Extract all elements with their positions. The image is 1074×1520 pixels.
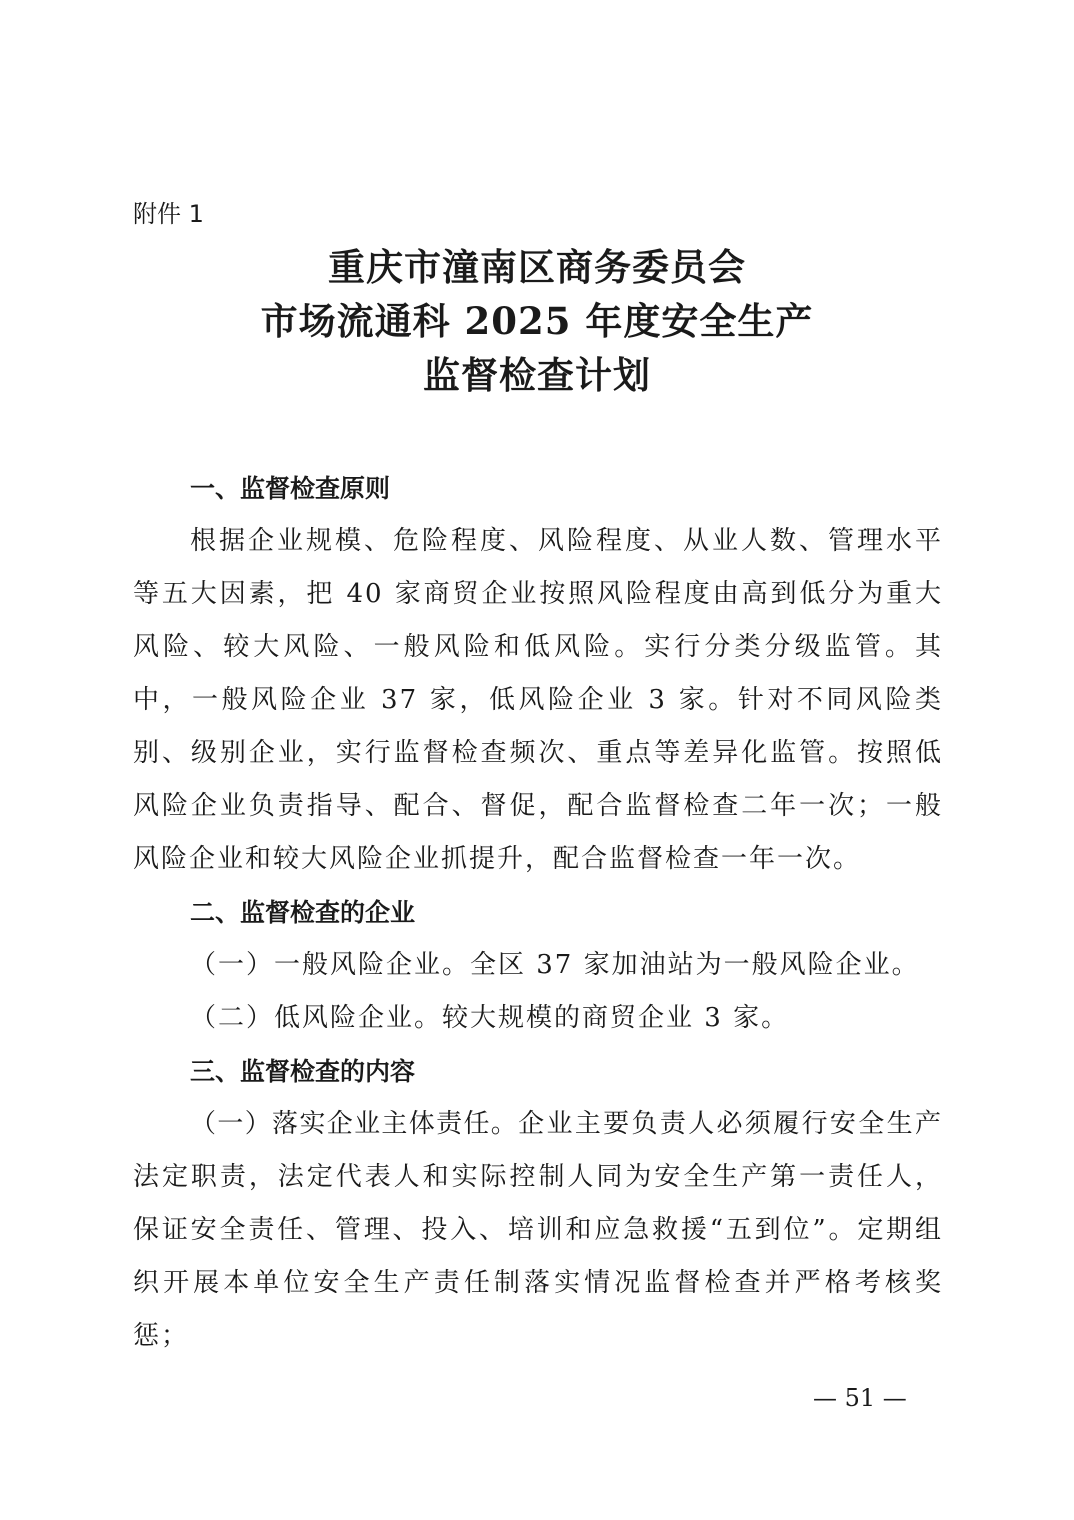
content-paragraph-text: 企业主要负责人必须履行安全生产法定职责，法定代表人和实际控制人同为安全生产第一责任人，保证安全责任、管理、投入、培训和应急救援“五到位”。定期组织开展本单位安全生产责任制落实情况监督检查并严格考核奖惩； [133, 1109, 943, 1351]
document-title [0, 240, 1074, 402]
enterprises-general-risk: （一）一般风险企业。全区 37 家加油站为一般风险企业。 [190, 950, 920, 980]
document-body [133, 462, 943, 1363]
title-line-2: 市场流通科 2025 年度安全生产 [260, 299, 814, 343]
section-heading-principles: 一、监督检查原则 [190, 474, 391, 503]
section-heading-enterprises: 二、监督检查的企业 [190, 898, 416, 927]
principles-paragraph: 根据企业规模、危险程度、风险程度、从业人数、管理水平等五大因素，把 40 家商贸企业按照风险程度由高到低分为重大风险、较大风险、一般风险和低风险。实行分类分级监管。其中，一般风险企业 37 家，低风险企业 3 家。针对不同风险类别、级别企业，实行监督检查频次、重点等差异化监管。按照低风险企业负责指导、配合、督促，配合监督检查二年一次；一般风险企业和较大风险企业抓提升，配合监督检查一年一次。 [133, 526, 943, 874]
title-line-3: 监督检查计划 [423, 353, 651, 397]
content-paragraph-lead: （一）落实企业主体责任。 [190, 1109, 519, 1139]
attachment-label: 附件 1 [133, 200, 204, 228]
page-number: — 51 — [813, 1384, 907, 1412]
content-paragraph [133, 1098, 943, 1363]
title-line-1: 重庆市潼南区商务委员会 [328, 245, 746, 289]
section-heading-content: 三、监督检查的内容 [190, 1057, 416, 1086]
enterprises-low-risk: （二）低风险企业。较大规模的商贸企业 3 家。 [190, 1003, 790, 1033]
